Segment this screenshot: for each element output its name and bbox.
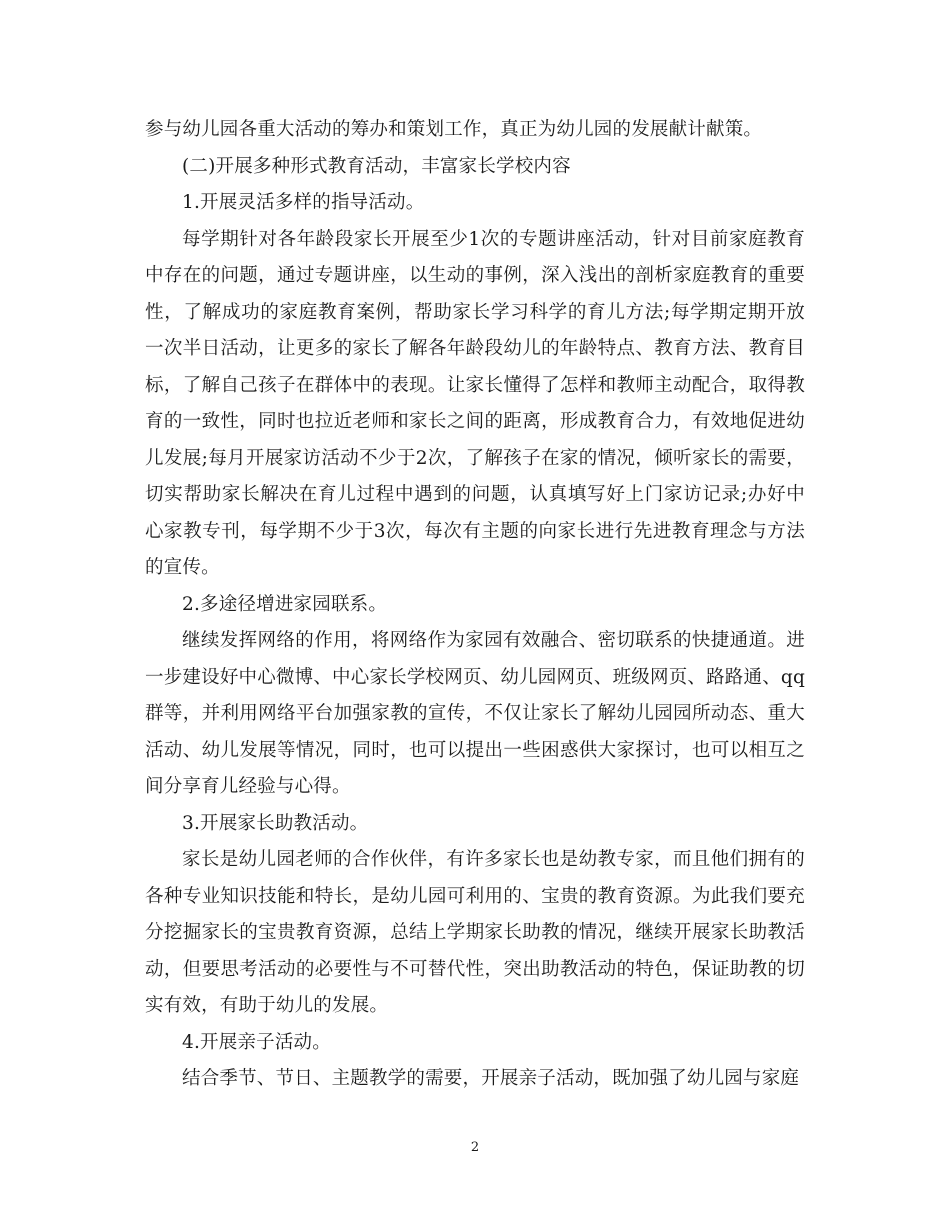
paragraph-parent-child: 结合季节、节日、主题教学的需要，开展亲子活动，既加强了幼儿园与家庭: [182, 1068, 800, 1089]
subheading-1: 1.开展灵活多样的指导活动。: [182, 192, 425, 213]
document-body: [145, 112, 805, 1098]
paragraph-guidance: 每学期针对各年龄段家长开展至少1次的专题讲座活动，针对目前家庭教育中存在的问题，通过专题讲座，以生动的事例，深入浅出的剖析家庭教育的重要性，了解成功的家庭教育案例，帮助家长学习科学的育儿方法;每学期定期开放一次半日活动，让更多的家长了解各年龄段幼儿的年龄特点、教育方法、教育目标，了解自己孩子在群体中的表现。让家长懂得了怎样和教师主动配合，取得教育的一致性，同时也拉近老师和家长之间的距离，形成教育合力，有效地促进幼儿发展;每月开展家访活动不少于2次，了解孩子在家的情况，倾听家长的需要，切实帮助家长解决在育儿过程中遇到的问题，认真填写好上门家访记录;办好中心家教专刊，每学期不少于3次，每次有主题的向家长进行先进教育理念与方法的宣传。: [145, 228, 805, 578]
subheading-3: 3.开展家长助教活动。: [182, 812, 369, 834]
subheading-2: 2.多途径增进家园联系。: [182, 593, 388, 615]
subheading-4: 4.开展亲子活动。: [182, 1031, 331, 1053]
paragraph-1: 参与幼儿园各重大活动的筹办和策划工作，真正为幼儿园的发展献计献策。: [145, 119, 763, 140]
page-number: 2: [470, 1140, 480, 1155]
paragraph-network: 继续发挥网络的作用，将网络作为家园有效融合、密切联系的快捷通道。进一步建设好中心微博、中心家长学校网页、幼儿园网页、班级网页、路路通、qq群等，并利用网络平台加强家教的宣传，不仅让家长了解幼儿园园所动态、重大活动、幼儿发展等情况，同时，也可以提出一些困惑供大家探讨，也可以相互之间分享育儿经验与心得。: [145, 630, 805, 797]
section-heading-2: (二)开展多种形式教育活动，丰富家长学校内容: [182, 155, 571, 177]
paragraph-parent-assist: 家长是幼儿园老师的合作伙伴，有许多家长也是幼教专家，而且他们拥有的各种专业知识技能和特长，是幼儿园可利用的、宝贵的教育资源。为此我们要充分挖掘家长的宝贵教育资源，总结上学期家长助教的情况，继续开展家长助教活动，但要思考活动的必要性与不可替代性，突出助教活动的特色，保证助教的切实有效，有助于幼儿的发展。: [145, 849, 805, 1016]
